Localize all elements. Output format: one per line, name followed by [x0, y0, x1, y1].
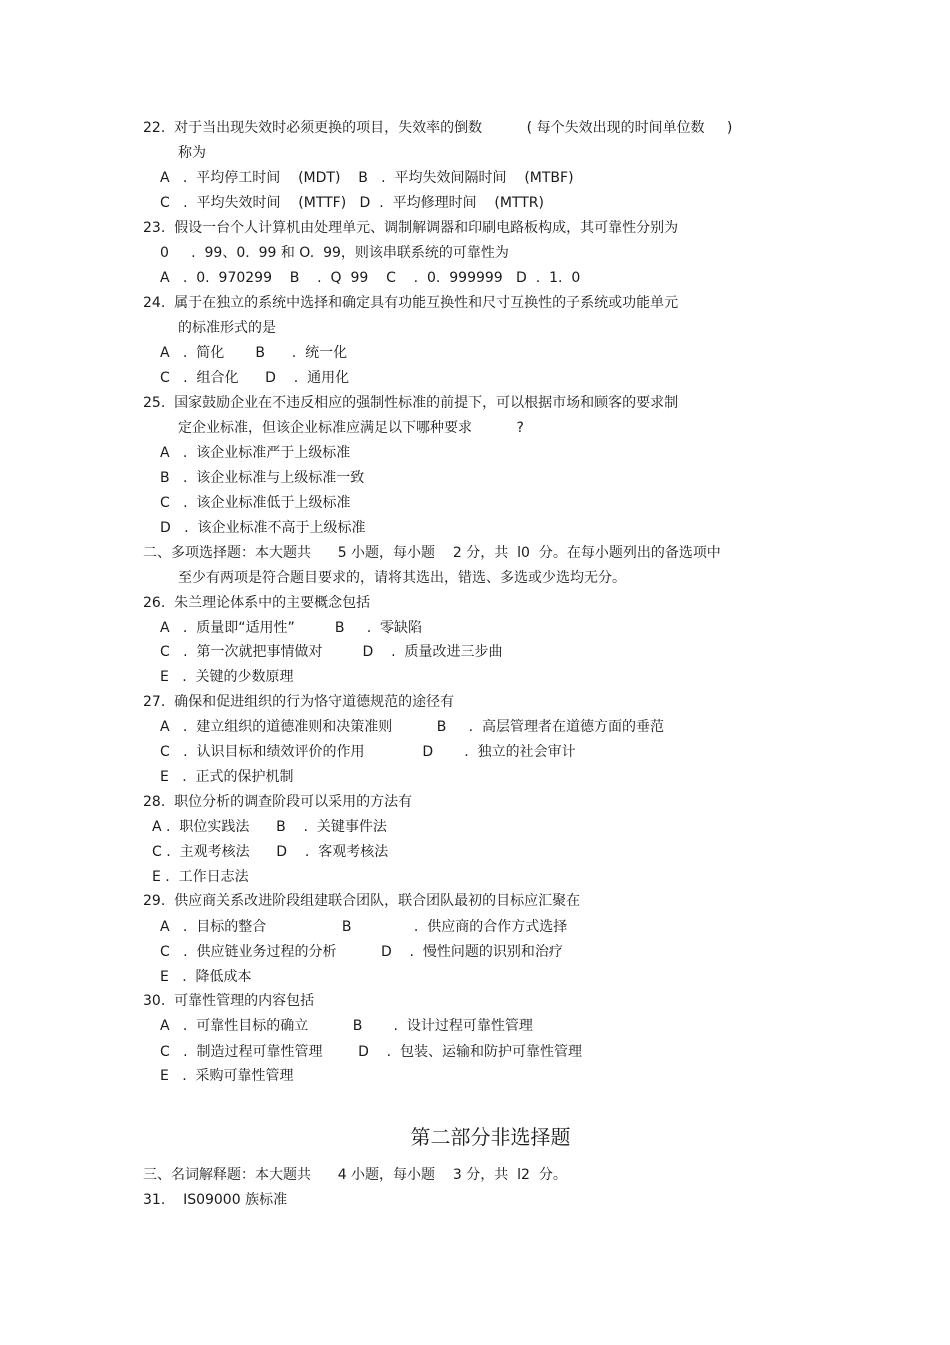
- q22-options-cd: C . 平均失效时间 (MTTF) D . 平均修理时间 (MTTR): [160, 195, 544, 211]
- q24-options-cd: C . 组合化 D . 通用化: [160, 370, 350, 386]
- q26-options-cd: C . 第一次就把事情做对 D . 质量改进三步曲: [160, 644, 503, 660]
- q29-options-ab: A . 目标的整合 B . 供应商的合作方式选择: [160, 919, 568, 935]
- q30-stem: 30. 可靠性管理的内容包括: [143, 993, 315, 1009]
- part-two-title: 第二部分非选择题: [410, 1125, 571, 1149]
- q25-option-a: A . 该企业标准严于上级标准: [160, 445, 351, 461]
- q25-option-c: C . 该企业标准低于上级标准: [160, 495, 351, 511]
- q25-stem-cont: 定企业标准，但该企业标准应满足以下哪种要求 ?: [178, 420, 524, 436]
- q22-stem: 22. 对于当出现失效时必须更换的项目，失效率的倒数 ( 每个失效出现的时间单位数 ): [143, 120, 733, 136]
- q25-stem: 25. 国家鼓励企业在不违反相应的强制性标准的前提下，可以根据市场和顾客的要求制: [143, 395, 679, 411]
- q25-option-d: D . 该企业标准不高于上级标准: [160, 520, 366, 536]
- q28-options-cd: C . 主观考核法 D . 客观考核法: [152, 844, 389, 860]
- q27-options-ab: A . 建立组织的道德准则和决策准则 B . 高层管理者在道德方面的垂范: [160, 719, 664, 735]
- q28-options-ab: A . 职位实践法 B . 关键事件法: [152, 819, 387, 835]
- q26-options-ab: A . 质量即“适用性” B . 零缺陷: [160, 620, 423, 636]
- q28-option-e: E . 工作日志法: [152, 869, 249, 885]
- q30-option-e: E . 采购可靠性管理: [160, 1068, 294, 1084]
- section-2-heading-cont: 至少有两项是符合题目要求的，请将其选出，错选、多选或少选均无分。: [178, 570, 626, 586]
- q22-stem-cont: 称为: [178, 145, 206, 161]
- section-2-heading: 二、多项选择题：本大题共 5 小题，每小题 2 分，共 l0 分。在每小题列出的备选项中: [143, 545, 721, 561]
- q29-option-e: E . 降低成本: [160, 969, 252, 985]
- q27-options-cd: C . 认识目标和绩效评价的作用 D . 独立的社会审计: [160, 744, 576, 760]
- q24-stem: 24. 属于在独立的系统中选择和确定具有功能互换性和尺寸互换性的子系统或功能单元: [143, 295, 679, 311]
- q23-options: A . 0. 970299 B . Q 99 C . 0. 999999 D . 1. 0: [160, 270, 581, 286]
- q24-options-ab: A . 简化 B . 统一化: [160, 345, 348, 361]
- q29-stem: 29. 供应商关系改进阶段组建联合团队，联合团队最初的目标应汇聚在: [143, 893, 581, 909]
- q27-option-e: E . 正式的保护机制: [160, 769, 294, 785]
- q28-stem: 28. 职位分析的调查阶段可以采用的方法有: [143, 794, 413, 810]
- q30-options-cd: C . 制造过程可靠性管理 D . 包装、运输和防护可靠性管理: [160, 1044, 583, 1060]
- q30-options-ab: A . 可靠性目标的确立 B . 设计过程可靠性管理: [160, 1018, 533, 1034]
- q26-option-e: E . 关键的少数原理: [160, 669, 294, 685]
- q23-stem: 23. 假设一台个人计算机由处理单元、调制解调器和印刷电路板构成，其可靠性分别为: [143, 220, 679, 236]
- q26-stem: 26. 朱兰理论体系中的主要概念包括: [143, 595, 371, 611]
- q24-stem-cont: 的标准形式的是: [178, 320, 276, 336]
- section-3-heading: 三、名词解释题：本大题共 4 小题，每小题 3 分，共 l2 分。: [143, 1167, 567, 1183]
- q27-stem: 27. 确保和促进组织的行为恪守道德规范的途径有: [143, 694, 455, 710]
- q23-stem-cont: 0 . 99、0. 99 和 O. 99，则该串联系统的可靠性为: [160, 245, 509, 261]
- q25-option-b: B . 该企业标准与上级标准一致: [160, 470, 365, 486]
- q31-stem: 31. IS09000 族标准: [143, 1192, 288, 1208]
- q29-options-cd: C . 供应链业务过程的分析 D . 慢性问题的识别和治疗: [160, 944, 563, 960]
- q22-options-ab: A . 平均停工时间 (MDT) B . 平均失效间隔时间 (MTBF): [160, 170, 574, 186]
